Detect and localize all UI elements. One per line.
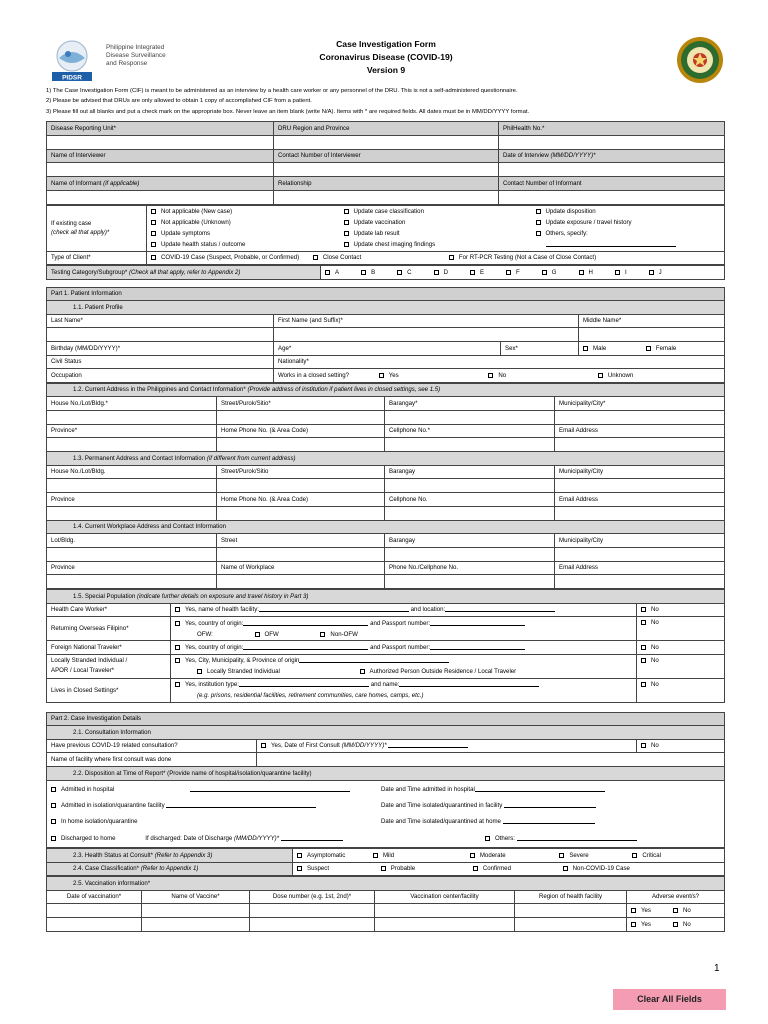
vax-name-field[interactable] <box>142 918 250 932</box>
ofw-yes-option[interactable]: Yes, country of origin: and Passport number: <box>175 618 632 629</box>
closed-yes-option[interactable]: Yes, institution type: and name: <box>175 679 632 690</box>
philhealth-field[interactable] <box>499 135 725 149</box>
work-email-field[interactable]: Email Address <box>555 561 725 575</box>
vax-name-field[interactable] <box>142 904 250 918</box>
closed-setting-unknown[interactable]: Unknown <box>598 372 633 379</box>
sex-female-option[interactable]: Female <box>646 345 676 352</box>
vax-row <box>47 918 725 932</box>
vax-region-field[interactable] <box>515 918 627 932</box>
form-header <box>46 36 724 86</box>
work-name-field[interactable]: Name of Workplace <box>217 561 385 575</box>
agency-name: Philippine Integrated Disease Surveillance and Response <box>106 44 166 68</box>
others-specify-field[interactable] <box>546 241 676 247</box>
perm-house-field[interactable]: House No./Lot/Bldg. <box>47 465 217 479</box>
informant-contact-field[interactable] <box>499 190 725 204</box>
page-number: 1 <box>714 963 720 974</box>
disposition-heading: 2.2. Disposition at Time of Report* (Provide name of hospital/isolation/quarantine facility) <box>47 767 725 781</box>
status-critical[interactable]: Critical <box>632 852 661 859</box>
status-asymptomatic[interactable]: Asymptomatic <box>297 852 345 859</box>
interviewer-contact-field[interactable] <box>274 163 499 177</box>
vax-date-field[interactable] <box>47 904 142 918</box>
age-field[interactable]: Age* <box>274 342 501 356</box>
interviewer-field[interactable] <box>47 163 274 177</box>
work-lot-field[interactable]: Lot/Bldg. <box>47 534 217 548</box>
vax-row <box>47 904 725 918</box>
middle-name-field[interactable]: Middle Name* <box>579 314 725 328</box>
existing-opt-new[interactable]: Not applicable (New case) <box>151 206 336 217</box>
apor-option[interactable]: Authorized Person Outside Residence / Local Traveler <box>360 668 517 675</box>
lsi-no-option[interactable]: No <box>637 654 725 678</box>
perm-barangay-field[interactable]: Barangay <box>385 465 555 479</box>
cur-province-field[interactable]: Province* <box>47 424 217 438</box>
ofw-no-option[interactable]: No <box>637 617 725 641</box>
doh-seal-icon <box>676 36 724 84</box>
cur-home-phone-field[interactable]: Home Phone No. (& Area Code) <box>217 424 385 438</box>
classification-label: 2.4. Case Classification* (Refer to Appendix 1) <box>47 862 293 876</box>
class-non-covid[interactable]: Non-COVID-19 Case <box>563 865 630 872</box>
work-municipality-field[interactable]: Municipality/City <box>555 534 725 548</box>
consultation-heading: 2.1. Consultation Information <box>47 726 725 740</box>
testing-opt-b[interactable]: B <box>361 269 375 276</box>
workplace-address-heading: 1.4. Current Workplace Address and Contact Information <box>47 520 725 534</box>
cur-house-field[interactable]: House No./Lot/Bldg.* <box>47 397 217 411</box>
philhealth-label: PhilHealth No.* <box>499 122 725 136</box>
part1-title: Part 1. Patient Information <box>47 287 725 301</box>
part1-profile-table <box>46 287 725 383</box>
special-population-table: 1.5. Special Population (indicate further details on exposure and travel history in Part 3) Health Care Worker* Yes, name of health facility: and location: No Returning Overseas Filipino* Yes, country of origin: and Passport number: OFW: OFW Non-OFW No Foreign National Traveler* Yes, country of origin: and Passport number: No Locally Stranded Individual / APOR / Local Traveler* Yes, City, Municipality, & Province of origin Locally Stranded Individual Authorized Person Outside Residence / Local Traveler No Lives in Closed Settings* Yes, institution type: and name: (e.g. prisons, residential facilities, retirement communities, care homes, camps, etc.) No <box>46 589 725 703</box>
first-facility-label: Name of facility where first consult was done <box>47 753 257 767</box>
vax-region-field[interactable] <box>515 904 627 918</box>
sex-male-option[interactable]: Male <box>583 345 606 352</box>
cur-street-field[interactable]: Street/Purok/Sitio* <box>217 397 385 411</box>
testing-opt-a[interactable]: A <box>325 269 339 276</box>
existing-opt-others[interactable]: Others, specify: <box>536 228 721 239</box>
testing-letters <box>321 266 725 280</box>
vax-header-dose: Dose number (e.g. 1st, 2nd)* <box>250 890 375 904</box>
logo-label: PIDSR <box>62 74 82 82</box>
testing-category-table <box>46 265 725 280</box>
birthday-field[interactable]: Birthday (MM/DD/YYYY)* <box>47 342 274 356</box>
vax-dose-field[interactable] <box>250 904 375 918</box>
work-province-field[interactable]: Province <box>47 561 217 575</box>
perm-province-field[interactable]: Province <box>47 493 217 507</box>
status-severe[interactable]: Severe <box>559 852 588 859</box>
first-consult-option[interactable]: Yes, Date of First Consult (MM/DD/YYYY)* <box>257 739 637 753</box>
form-title: Case Investigation Form Coronavirus Disease (COVID-19) Version 9 <box>319 39 453 75</box>
testing-opt-d[interactable]: D <box>434 269 448 276</box>
vaccination-heading: 2.5. Vaccination information* <box>47 877 725 891</box>
informant-contact-label: Contact Number of Informant <box>499 177 725 191</box>
special-population-heading: 1.5. Special Population (indicate further details on exposure and travel history in Part 3) <box>47 590 725 604</box>
work-street-field[interactable]: Street <box>217 534 385 548</box>
status-classification-table <box>46 848 725 876</box>
clear-all-fields-button[interactable]: Clear All Fields <box>613 989 726 1010</box>
prev-consult-no-option[interactable]: No <box>637 739 725 753</box>
testing-opt-j[interactable]: J <box>649 269 662 276</box>
class-confirmed[interactable]: Confirmed <box>473 865 511 872</box>
fnt-yes-option[interactable]: Yes, country of origin: and Passport number: <box>171 641 637 655</box>
fnt-label: Foreign National Traveler* <box>47 641 171 655</box>
lsi-option[interactable]: Locally Stranded Individual <box>197 668 280 675</box>
existing-opt-symptoms[interactable]: Update symptoms <box>151 228 336 239</box>
class-probable[interactable]: Probable <box>381 865 415 872</box>
client-type-label: Type of Client* <box>47 251 147 265</box>
work-phone-field[interactable]: Phone No./Cellphone No. <box>385 561 555 575</box>
dru-label: Disease Reporting Unit* <box>47 122 274 136</box>
first-name-field[interactable]: First Name (and Suffix)* <box>274 314 579 328</box>
closed-settings-label: Lives in Closed Settings* <box>47 678 171 702</box>
vax-dose-field[interactable] <box>250 918 375 932</box>
occupation-field[interactable]: Occupation <box>47 369 274 383</box>
dru-field[interactable] <box>47 135 274 149</box>
current-address-heading: 1.2. Current Address in the Philippines and Contact Information* (Provide address of institution if patient lives in closed settings, see 1.5) <box>47 383 725 397</box>
hcw-no-option[interactable]: No <box>637 603 725 617</box>
testing-opt-e[interactable]: E <box>470 269 484 276</box>
instruction-1: 1) The Case Investigation Form (CIF) is meant to be administered as an interview by a health care worker or any personnel of the DRU. This is not a self-administered questionnaire. <box>46 88 518 94</box>
testing-opt-h[interactable]: H <box>579 269 593 276</box>
disp-discharged-option[interactable]: Discharged to home If discharged: Date of Discharge (MM/DD/YYYY)* <box>51 831 381 847</box>
instruction-2: 2) Please be advised that DRUs are only allowed to obtain 1 copy of accomplished CIF from a patient. <box>46 98 312 105</box>
existing-opt-disposition[interactable]: Update disposition <box>536 206 721 217</box>
dru-region-field[interactable] <box>274 135 499 149</box>
nationality-field[interactable]: Nationality* <box>274 355 725 369</box>
closed-examples: (e.g. prisons, residential facilities, retirement communities, care homes, camps, etc.) <box>197 692 424 699</box>
class-suspect[interactable]: Suspect <box>297 865 329 872</box>
informant-label: Name of Informant (if applicable) <box>47 177 274 191</box>
vax-date-field[interactable] <box>47 918 142 932</box>
perm-home-phone-field[interactable]: Home Phone No. (& Area Code) <box>217 493 385 507</box>
permanent-address-heading: 1.3. Permanent Address and Contact Information (if different from current address) <box>47 452 725 466</box>
cur-cellphone-field[interactable]: Cellphone No.* <box>385 424 555 438</box>
informant-field[interactable] <box>47 190 274 204</box>
existing-opt-unknown[interactable]: Not applicable (Unknown) <box>151 217 336 228</box>
testing-opt-c[interactable]: C <box>397 269 411 276</box>
address-table <box>46 383 725 590</box>
interview-date-label: Date of Interview (MM/DD/YYYY)* <box>499 149 725 163</box>
existing-opt-vaccination[interactable]: Update vaccination <box>344 217 528 228</box>
relationship-label: Relationship <box>274 177 499 191</box>
vax-header-adverse: Adverse event/s? <box>627 890 725 904</box>
client-opt-covid-case[interactable]: COVID-19 Case (Suspect, Probable, or Confirmed) <box>151 254 299 261</box>
status-mild[interactable]: Mild <box>373 852 394 859</box>
case-investigation-form <box>46 121 724 932</box>
part2-title: Part 2. Case Investigation Details <box>47 712 725 726</box>
dru-region-label: DRU Region and Province <box>274 122 499 136</box>
vax-center-field[interactable] <box>375 918 515 932</box>
first-facility-field[interactable] <box>257 753 725 767</box>
existing-opt-lab[interactable]: Update lab result <box>344 228 528 239</box>
sex-label: Sex* <box>501 342 579 356</box>
lsi-label: Locally Stranded Individual / APOR / Local Traveler* <box>47 654 171 678</box>
adverse-yes-option[interactable]: Yes <box>631 907 651 914</box>
existing-opt-health-status[interactable]: Update health status / outcome <box>151 239 336 250</box>
status-moderate[interactable]: Moderate <box>470 852 506 859</box>
vax-header-date: Date of vaccination* <box>47 890 142 904</box>
header-info-table <box>46 121 725 205</box>
cur-barangay-field[interactable]: Barangay* <box>385 397 555 411</box>
existing-case-table <box>46 205 725 266</box>
work-barangay-field[interactable]: Barangay <box>385 534 555 548</box>
instructions <box>46 86 726 117</box>
pidsr-logo-icon <box>50 40 94 82</box>
perm-email-field[interactable]: Email Address <box>555 493 725 507</box>
health-status-label: 2.3. Health Status at Consult* (Refer to Appendix 3) <box>47 849 293 863</box>
existing-case-label: If existing case (check all that apply)* <box>47 205 147 251</box>
interviewer-label: Name of Interviewer <box>47 149 274 163</box>
perm-cellphone-field[interactable]: Cellphone No. <box>385 493 555 507</box>
testing-opt-g[interactable]: G <box>542 269 557 276</box>
dt-home-field[interactable]: Date and Time isolated/quarantined at home <box>381 814 637 830</box>
client-opt-close-contact[interactable]: Close Contact <box>313 254 361 261</box>
lsi-yes-option[interactable]: Yes, City, Municipality, & Province of origin <box>175 655 632 666</box>
closed-setting-label: Works in a closed setting? <box>278 371 350 379</box>
ofw-option[interactable]: OFW <box>255 631 279 638</box>
perm-municipality-field[interactable]: Municipality/City <box>555 465 725 479</box>
dt-hospital-field[interactable]: Date and Time admitted in hospital <box>381 782 637 798</box>
fnt-no-option[interactable]: No <box>637 641 725 655</box>
relationship-field[interactable] <box>274 190 499 204</box>
instruction-3: 3) Please fill out all blanks and put a check mark on the appropriate box. Never leave an item blank (write N/A). Items with * are required fields. All dates must be in MM/DD/YYYY format. <box>46 108 530 115</box>
disp-home-option[interactable]: In home isolation/quarantine <box>51 814 381 830</box>
existing-opt-exposure[interactable]: Update exposure / travel history <box>536 217 721 228</box>
client-opt-rtpcr[interactable]: For RT-PCR Testing (Not a Case of Close Contact) <box>449 254 596 261</box>
civil-status-field[interactable]: Civil Status <box>47 355 274 369</box>
non-ofw-option[interactable]: Non-OFW <box>320 631 357 638</box>
disp-isolation-option[interactable]: Admitted in isolation/quarantine facility <box>51 798 381 814</box>
vax-header-region: Region of health facility <box>515 890 627 904</box>
cur-email-field[interactable]: Email Address <box>555 424 725 438</box>
part2-table <box>46 712 725 849</box>
vax-header-center: Vaccination center/facility <box>375 890 515 904</box>
patient-profile-heading: 1.1. Patient Profile <box>47 301 725 315</box>
testing-opt-f[interactable]: F <box>506 269 520 276</box>
hcw-label: Health Care Worker* <box>47 603 171 617</box>
prev-consult-label: Have previous COVID-19 related consultation? <box>47 739 257 753</box>
ofw-label: Returning Overseas Filipino* <box>47 617 171 641</box>
vax-header-name: Name of Vaccine* <box>142 890 250 904</box>
closed-setting-no[interactable]: No <box>488 372 506 379</box>
hcw-yes-option[interactable]: Yes, name of health facility: and location: <box>171 603 637 617</box>
closed-no-option[interactable]: No <box>637 678 725 702</box>
disp-others-option[interactable]: Others: <box>381 831 637 847</box>
perm-street-field[interactable]: Street/Purok/Sitio <box>217 465 385 479</box>
interview-date-field[interactable] <box>499 163 725 177</box>
adverse-no-option[interactable]: No <box>673 921 691 928</box>
adverse-no-option[interactable]: No <box>673 907 691 914</box>
adverse-yes-option[interactable]: Yes <box>631 921 651 928</box>
last-name-field[interactable]: Last Name* <box>47 314 274 328</box>
existing-opt-classification[interactable]: Update case classification <box>344 206 528 217</box>
existing-opt-imaging[interactable]: Update chest imaging findings <box>344 239 528 250</box>
testing-opt-i[interactable]: I <box>615 269 627 276</box>
closed-setting-yes[interactable]: Yes <box>379 372 399 379</box>
vaccination-table <box>46 876 725 932</box>
interviewer-contact-label: Contact Number of Interviewer <box>274 149 499 163</box>
disp-hospital-option[interactable]: Admitted in hospital <box>51 782 381 798</box>
cur-municipality-field[interactable]: Municipality/City* <box>555 397 725 411</box>
vax-center-field[interactable] <box>375 904 515 918</box>
dt-facility-field[interactable]: Date and Time isolated/quarantined in facility <box>381 798 637 814</box>
testing-category-label: Testing Category/Subgroup* (Check all that apply, refer to Appendix 2) <box>47 266 321 280</box>
